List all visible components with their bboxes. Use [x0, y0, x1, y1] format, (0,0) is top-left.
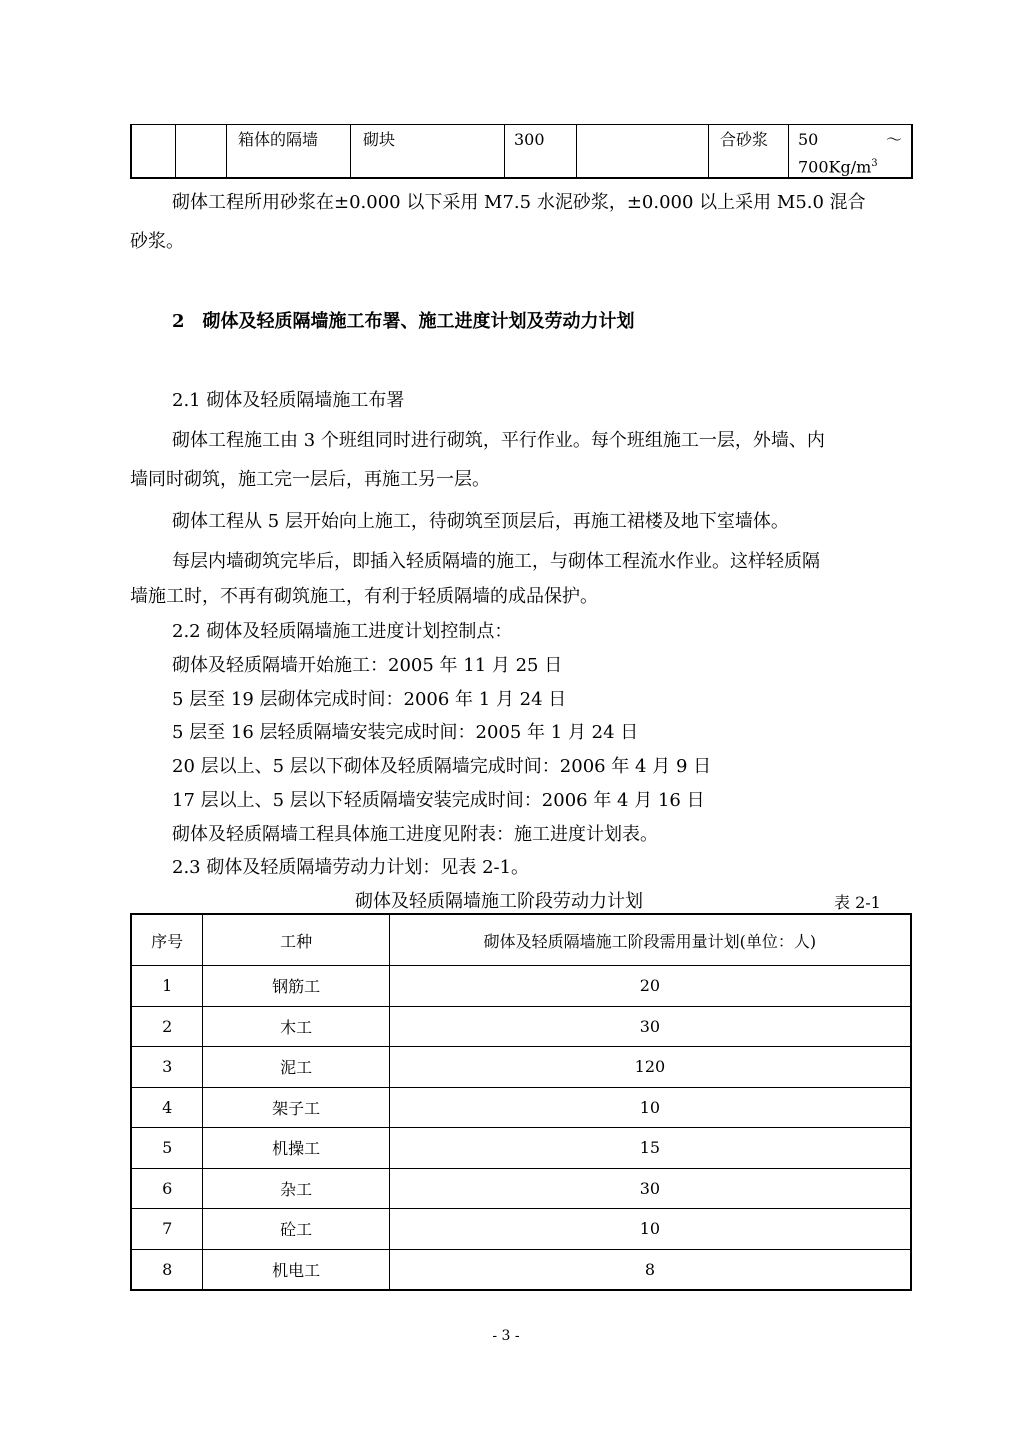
table-row [131, 1168, 911, 1209]
table-row [131, 1128, 911, 1169]
para-mortar-line2: 砂浆。 [130, 231, 184, 252]
row-trade: 泥工 [203, 1047, 390, 1088]
row-seq: 3 [131, 1047, 203, 1088]
milestone-item: 砌体及轻质隔墙工程具体施工进度见附表：施工进度计划表。 [172, 824, 658, 845]
row-quantity: 20 [389, 966, 911, 1007]
milestone-item: 5 层至 16 层轻质隔墙安装完成时间：2005 年 1 月 24 日 [172, 722, 639, 743]
row-quantity: 30 [389, 1168, 911, 1209]
row-seq: 2 [131, 1006, 203, 1047]
labor-table-caption: 砌体及轻质隔墙施工阶段劳动力计划 [355, 891, 643, 912]
row-quantity: 8 [389, 1249, 911, 1290]
row-seq: 6 [131, 1168, 203, 1209]
milestone-item: 17 层以上、5 层以下轻质隔墙安装完成时间：2006 年 4 月 16 日 [172, 790, 705, 811]
section-2-title: 2 砌体及轻质隔墙施工布署、施工进度计划及劳动力计划 [172, 311, 635, 332]
top-table-cell-thickness: 300 [514, 130, 545, 149]
row-trade: 机电工 [203, 1249, 390, 1290]
row-trade: 砼工 [203, 1209, 390, 1250]
s21-para1-line1: 砌体工程施工由 3 个班组同时进行砌筑，平行作业。每个班组施工一层，外墙、内 [172, 430, 825, 451]
table-row [131, 1209, 911, 1250]
top-table-cell-density-high: $700Kg/m^3$ [798, 157, 878, 177]
row-seq: 7 [131, 1209, 203, 1250]
top-table-cell-tilde: ～ [886, 130, 903, 149]
table-row [131, 1249, 911, 1290]
table-row [131, 966, 911, 1007]
top-table-cell-item: 箱体的隔墙 [238, 130, 319, 149]
row-trade: 钢筋工 [203, 966, 390, 1007]
s21-para3-line1: 每层内墙砌筑完毕后，即插入轻质隔墙的施工，与砌体工程流水作业。这样轻质隔 [172, 551, 820, 572]
section-2-1-title: 2.1 砌体及轻质隔墙施工布署 [172, 390, 405, 411]
labor-table-header-row [131, 914, 911, 966]
top-table-fragment [130, 124, 913, 178]
row-quantity: 30 [389, 1006, 911, 1047]
row-seq: 5 [131, 1128, 203, 1169]
row-trade: 机操工 [203, 1128, 390, 1169]
page-number: - 3 - [492, 1328, 520, 1344]
table-row [131, 1087, 911, 1128]
table-row [131, 1047, 911, 1088]
row-quantity: 10 [389, 1209, 911, 1250]
labor-table [130, 913, 912, 1291]
top-table-cell-density-low: 50 [798, 130, 819, 149]
table-row [131, 1006, 911, 1047]
s21-para2: 砌体工程从 5 层开始向上施工，待砌筑至顶层后，再施工裙楼及地下室墙体。 [172, 511, 789, 532]
milestone-item: 砌体及轻质隔墙开始施工：2005 年 11 月 25 日 [172, 655, 563, 676]
top-table-cell-mortar: 合砂浆 [720, 130, 769, 149]
row-seq: 8 [131, 1249, 203, 1290]
row-seq: 1 [131, 966, 203, 1007]
s21-para3-line2: 墙施工时，不再有砌筑施工，有利于轻质隔墙的成品保护。 [130, 586, 598, 607]
section-2-2-title: 2.2 砌体及轻质隔墙施工进度计划控制点： [172, 621, 513, 642]
row-trade: 木工 [203, 1006, 390, 1047]
para-mortar-line1: 砌体工程所用砂浆在±0.000 以下采用 M7.5 水泥砂浆，±0.000 以上采用 M5.0 混合 [172, 192, 866, 213]
top-table-cell-material: 砌块 [363, 130, 396, 149]
row-quantity: 120 [389, 1047, 911, 1088]
milestone-item: 20 层以上、5 层以下砌体及轻质隔墙完成时间：2006 年 4 月 9 日 [172, 756, 712, 777]
labor-table-number: 表 2-1 [834, 893, 881, 912]
s21-para1-line2: 墙同时砌筑，施工完一层后，再施工另一层。 [130, 469, 490, 490]
header-seq: 序号 [131, 914, 203, 966]
row-seq: 4 [131, 1087, 203, 1128]
section-2-3-title: 2.3 砌体及轻质隔墙劳动力计划：见表 2-1。 [172, 857, 530, 878]
header-trade: 工种 [203, 914, 390, 966]
row-quantity: 15 [389, 1128, 911, 1169]
header-quantity: 砌体及轻质隔墙施工阶段需用量计划(单位：人) [389, 914, 911, 966]
row-trade: 杂工 [203, 1168, 390, 1209]
row-trade: 架子工 [203, 1087, 390, 1128]
row-quantity: 10 [389, 1087, 911, 1128]
milestone-item: 5 层至 19 层砌体完成时间：2006 年 1 月 24 日 [172, 689, 567, 710]
